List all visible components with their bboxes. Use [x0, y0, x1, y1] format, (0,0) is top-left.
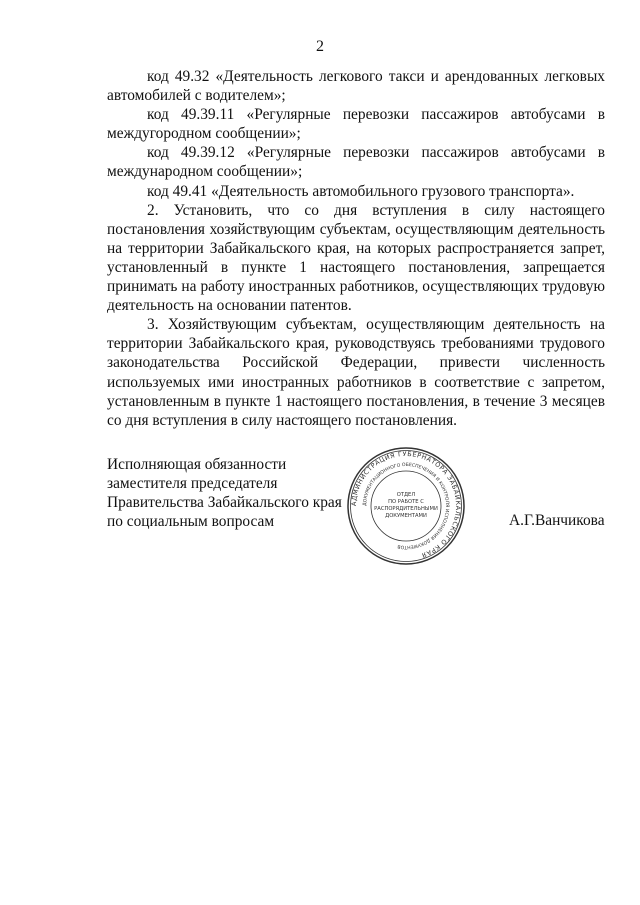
paragraph-code-49-39-11: код 49.39.11 «Регулярные перевозки пассажиров автобусами в междугородном сообщении»; [107, 106, 605, 143]
stamp-center-line: ОТДЕЛ [396, 492, 416, 498]
page-number: 2 [316, 38, 324, 55]
stamp-center-line: РАСПОРЯДИТЕЛЬНЫМИ [374, 506, 438, 512]
official-stamp [346, 446, 466, 566]
signature-line: Исполняющая обязанности [107, 456, 287, 473]
signature-position [107, 455, 342, 531]
paragraph-code-49-41: код 49.41 «Деятельность автомобильного грузового транспорта». [147, 182, 575, 200]
signature-line: заместителя председателя [107, 475, 278, 493]
stamp-center-line: ПО РАБОТЕ С [388, 499, 424, 505]
paragraph-code-49-39-12: код 49.39.12 «Регулярные перевозки пассажиров автобусами в международном сообщении»; [107, 144, 605, 181]
signer-name: А.Г.Ванчикова [509, 512, 605, 529]
signature-line: по социальным вопросам [107, 513, 275, 531]
signature-line: Правительства Забайкальского края [107, 494, 342, 512]
stamp-inner-text: ДОКУМЕНТАЦИОННОГО ОБЕСПЕЧЕНИЯ И КОНТРОЛЯ ИСПОЛНЕНИЯ ДОКУМЕНТОВ [362, 462, 450, 550]
paragraph-code-49-32: код 49.32 «Деятельность легкового такси и арендованных легковых автомобилей с водителем»; [107, 68, 605, 105]
document-body [107, 67, 605, 430]
stamp-center-line: ДОКУМЕНТАМИ [385, 513, 427, 519]
stamp-outer-text: АДМИНИСТРАЦИЯ ГУБЕРНАТОРА ЗАБАЙКАЛЬСКОГО КРАЯ [349, 449, 463, 560]
paragraph-item-3: 3. Хозяйствующим субъектам, осуществляющим деятельность на территории Забайкальского края, руководствуясь требованиями трудового законодательства Российской Федерации, привести численность используемых ими иностранных работников в соответствие с запретом, установленным в пункте 1 настоящего постановления, в течение 3 месяцев со дня вступления в силу настоящего постановления. [107, 316, 605, 429]
paragraph-item-2: 2. Установить, что со дня вступления в силу настоящего постановления хозяйствующим субъектам, осуществляющим деятельность на территории Забайкальского края, на которых распространяется запрет, установленный в пункте 1 настоящего постановления, запрещается принимать на работу иностранных работников, осуществляющих трудовую деятельность на основании патентов. [107, 201, 605, 315]
